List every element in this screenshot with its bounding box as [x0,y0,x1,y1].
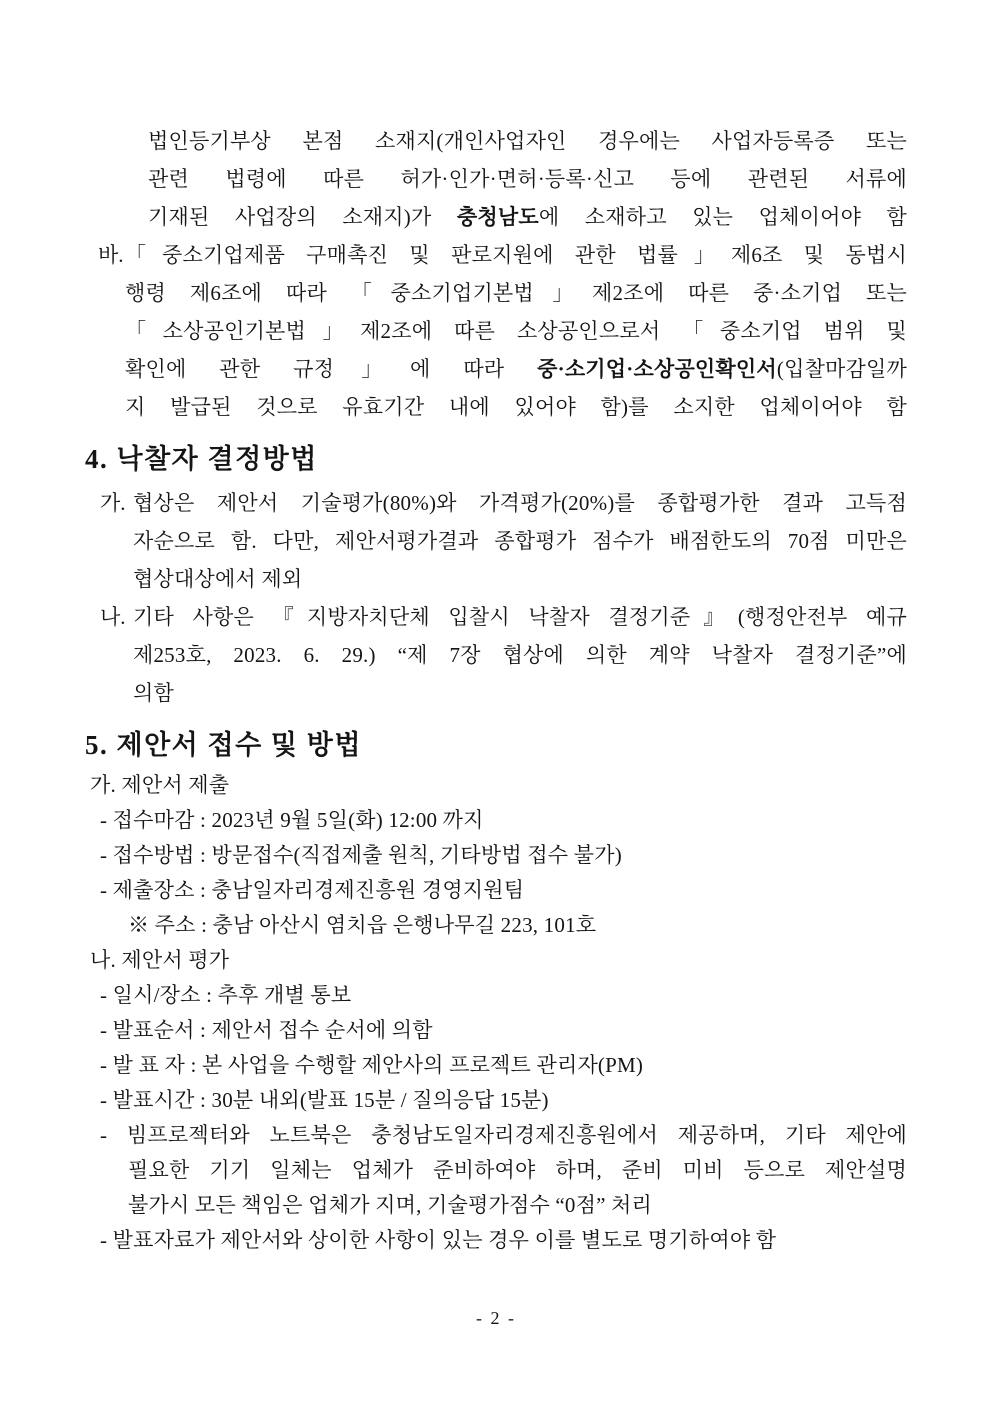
text-segment: 확인에 관한 규정」에 따라 [125,357,538,381]
dash-item-equipment-line2: 필요한 기기 일체는 업체가 준비하여야 하며, 준비 미비 등으로 제안설명 [128,1158,907,1182]
list-item-label: 바. [98,243,124,267]
list-item-na-s5: 나. 제안서 평가 [90,948,230,972]
paragraph-line: 법인등기부상 본점 소재지(개인사업자인 경우에는 사업자등록증 또는 [148,129,907,153]
text-segment: (입찰마감일까 [776,357,907,381]
paragraph-line [125,350,907,388]
dash-item-method: - 접수방법 : 방문접수(직접제출 원칙, 기타방법 접수 불가) [100,843,622,867]
bold-text-chungcheongnamdo: 충청남도 [456,205,539,229]
list-item-body [133,598,907,712]
paragraph-line: 협상은 제안서 기술평가(80%)와 가격평가(20%)를 종합평가한 결과 고득점 [133,491,907,515]
paragraph-line: 자순으로 함. 다만, 제안서평가결과 종합평가 점수가 배점한도의 70점 미만은 [133,529,907,553]
paragraph-line: 제253호, 2023. 6. 29.) “제 7장 협상에 의한 계약 낙찰자 결정기준”에 [133,643,907,667]
dash-item-materials: - 발표자료가 제안서와 상이한 사항이 있는 경우 이를 별도로 명기하여야 함 [100,1228,777,1252]
paragraph-line: 협상대상에서 제외 [133,567,303,591]
dash-item-presenter: - 발 표 자 : 본 사업을 수행할 제안사의 프로젝트 관리자(PM) [100,1053,644,1077]
list-item-body [125,236,907,426]
paragraph-line: 「소상공인기본법」제2조에 따른 소상공인으로서 「중소기업 범위 및 [125,319,907,343]
dash-item-place: - 제출장소 : 충남일자리경제진흥원 경영지원팀 [100,878,525,902]
dash-item-order: - 발표순서 : 제안서 접수 순서에 의함 [100,1018,433,1042]
text-segment: 에 소재하고 있는 업체이어야 함 [538,205,907,229]
list-item-label: 나. [100,605,126,629]
dash-item-deadline: - 접수마감 : 2023년 9월 5일(화) 12:00 까지 [100,808,484,832]
dash-item-equipment-line1: - 빔프로젝터와 노트북은 충청남도일자리경제진흥원에서 제공하며, 기타 제안에 [100,1123,907,1147]
list-item-ba [85,236,907,426]
dash-item-datetime: - 일시/장소 : 추후 개별 통보 [100,983,352,1007]
page-number: - 2 - [476,1308,516,1328]
text-segment: 기재된 사업장의 소재지)가 [148,205,457,229]
list-item-label: 가. [100,491,126,515]
paragraph-line: 기타 사항은 『지방자치단체 입찰시 낙찰자 결정기준』(행정안전부 예규 [133,605,907,629]
dash-item-equipment-line3: 불가시 모든 책임은 업체가 지며, 기술평가점수 “0점” 처리 [128,1193,653,1217]
list-item-ga-s4 [85,484,907,598]
section5-list [85,768,907,1258]
bold-text-confirmation-doc: 중·소기업·소상공인확인서 [537,357,777,381]
section-heading-5: 5. 제안서 접수 및 방법 [85,730,362,760]
paragraph-line: 「중소기업제품 구매촉진 및 판로지원에 관한 법률」제6조 및 동법시 [125,243,907,267]
section-heading-4: 4. 낙찰자 결정방법 [85,444,318,474]
dash-item-duration: - 발표시간 : 30분 내외(발표 15분 / 질의응답 15분) [100,1088,549,1112]
note-address: ※ 주소 : 충남 아산시 염치읍 은행나무길 223, 101호 [128,913,597,937]
paragraph-line: 의함 [133,681,174,705]
paragraph-line [148,198,907,236]
paragraph-line: 지 발급된 것으로 유효기간 내에 있어야 함)를 소지한 업체이어야 함 [125,395,907,419]
list-item-ga-s5: 가. 제안서 제출 [90,773,230,797]
list-item-na-s4 [85,598,907,712]
paragraph-line: 관련 법령에 따른 허가·인가·면허·등록·신고 등에 관련된 서류에 [148,167,907,191]
paragraph-line: 행령 제6조에 따라 「중소기업기본법」제2조에 따른 중·소기업 또는 [125,281,907,305]
list-item-body [133,484,907,598]
continuation-paragraph [148,122,907,236]
